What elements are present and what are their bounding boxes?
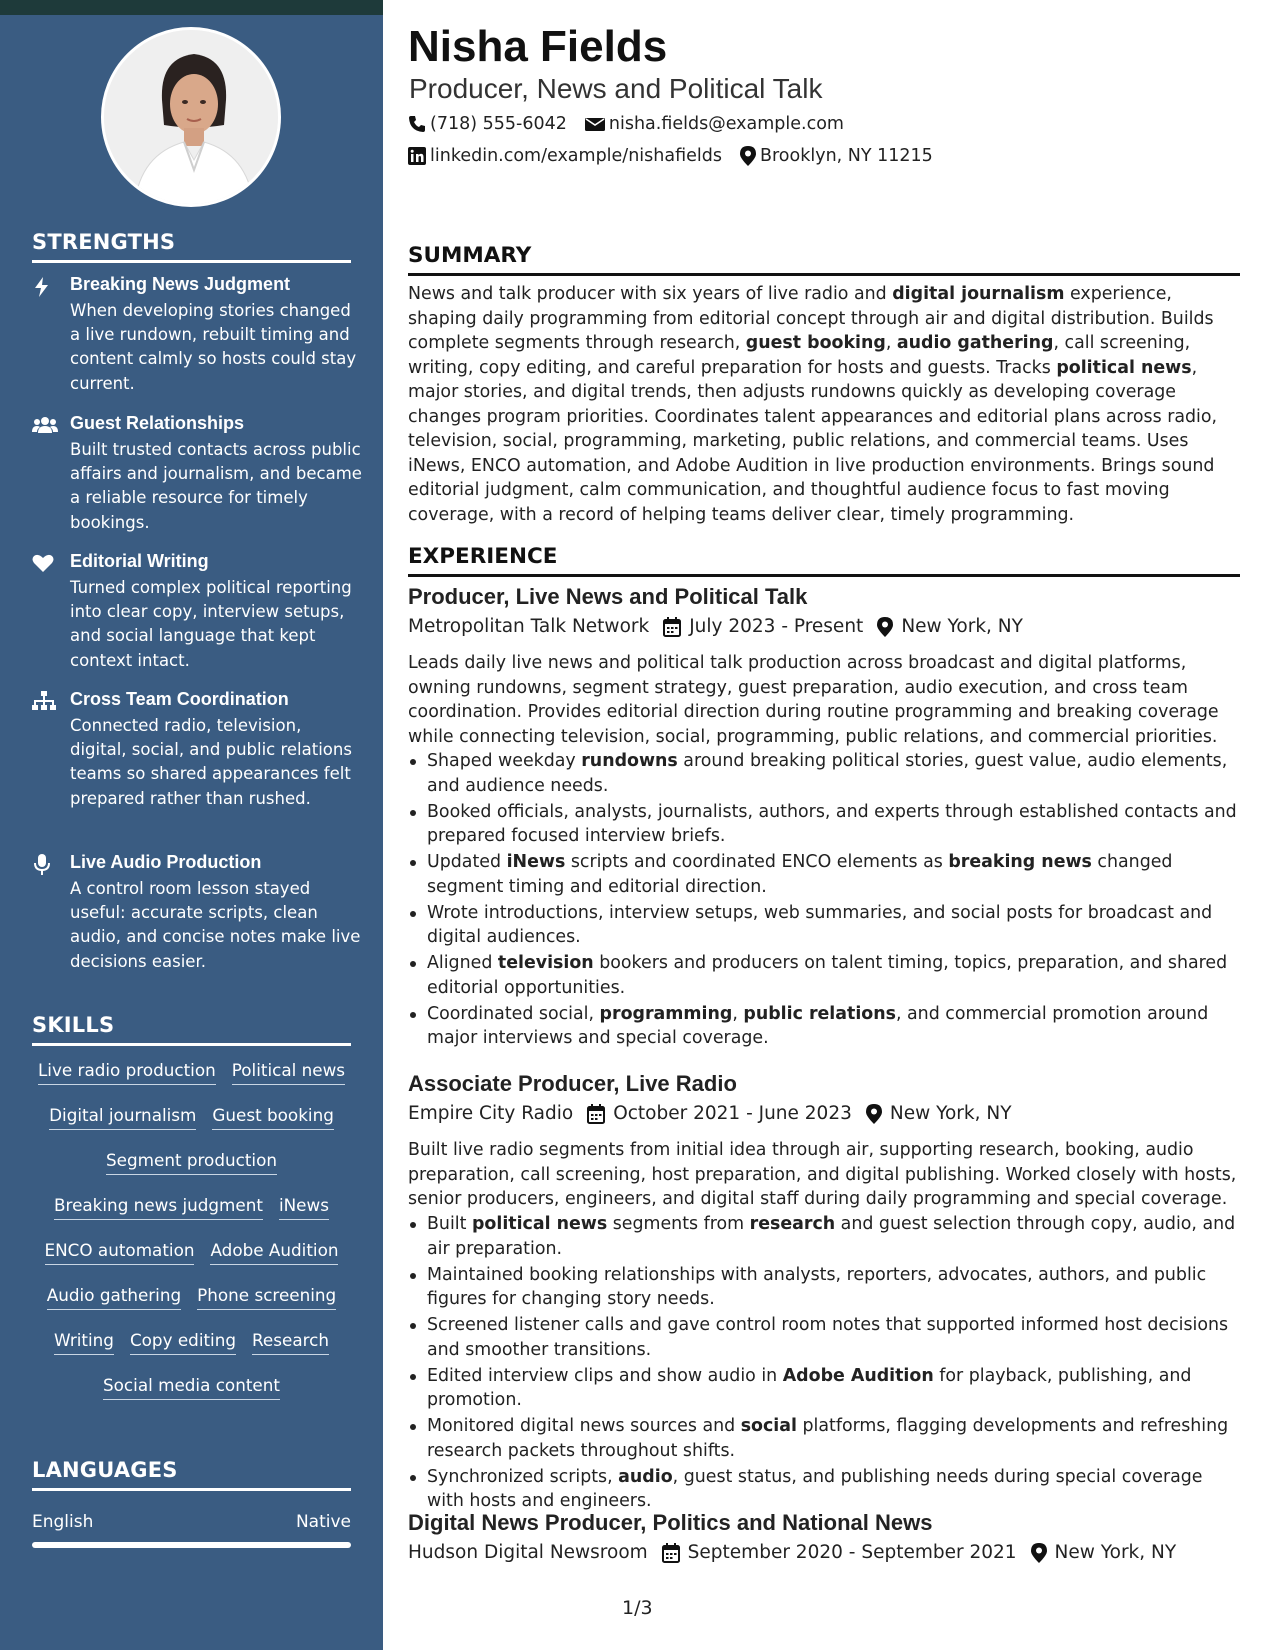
- bullet-item: Updated iNews scripts and coordinated ENCO elements as breaking news changed segment timing and editorial direction.: [408, 850, 1238, 899]
- language-level: Native: [295, 1512, 351, 1532]
- skills-heading: SKILLS: [32, 1013, 351, 1046]
- bold-keyword: audio gathering: [896, 333, 1054, 353]
- skill-tag: Phone screening: [197, 1285, 336, 1310]
- sidebar-top-bar: [0, 0, 383, 15]
- job-title: Digital News Producer, Politics and National News: [408, 1510, 933, 1535]
- strengths-heading: STRENGTHS: [32, 230, 351, 263]
- map-pin-icon: [877, 617, 893, 637]
- strength-title: Breaking News Judgment: [70, 274, 291, 294]
- linkedin-icon: [408, 147, 426, 165]
- summary-heading: SUMMARY: [408, 243, 1240, 276]
- skill-tag: Research: [252, 1330, 329, 1355]
- map-pin-icon: [1031, 1543, 1047, 1563]
- job-company: Hudson Digital Newsroom: [408, 1542, 648, 1563]
- skill-row: [28, 1240, 355, 1285]
- bullet-item: Wrote introductions, interview setups, web summaries, and social posts for broadcast and digital audiences.: [408, 901, 1238, 950]
- skill-row: [28, 1375, 355, 1420]
- contact-phone[interactable]: [408, 114, 567, 134]
- bold-keyword: audio: [618, 1466, 673, 1487]
- skill-tag: Copy editing: [130, 1330, 236, 1355]
- phone-icon: [408, 115, 426, 133]
- strength-title: Guest Relationships: [70, 413, 245, 433]
- strength-title: Cross Team Coordination: [70, 689, 289, 709]
- job-bullets: [408, 749, 1238, 1052]
- bullet-item: Monitored digital news sources and social platforms, flagging developments and refreshing research packets throughout shifts.: [408, 1414, 1238, 1463]
- skill-tag: Segment production: [106, 1150, 277, 1175]
- language-item: [32, 1512, 351, 1532]
- job-location: New York, NY: [1054, 1542, 1177, 1563]
- envelope-icon: [585, 116, 605, 132]
- sidebar: [0, 0, 383, 1650]
- job-company: Metropolitan Talk Network: [408, 616, 650, 637]
- skill-row: [28, 1060, 355, 1105]
- contact-row: [408, 146, 933, 166]
- profile-photo: [101, 27, 281, 207]
- bold-keyword: political news: [471, 1214, 608, 1234]
- skill-tag: Live radio production: [38, 1060, 216, 1085]
- strength-description: When developing stories changed a live rundown, rebuilt timing and content calmly so hosts could stay current.: [70, 301, 357, 393]
- job-title: Associate Producer, Live Radio: [408, 1071, 737, 1096]
- bold-keyword: research: [749, 1214, 836, 1234]
- skill-tag: Adobe Audition: [210, 1240, 338, 1265]
- contact-location: [740, 146, 933, 166]
- candidate-title: Producer, News and Political Talk: [409, 73, 823, 104]
- bold-keyword: programming: [599, 1003, 733, 1024]
- experience-heading: EXPERIENCE: [408, 544, 1240, 577]
- bold-keyword: social: [740, 1416, 797, 1436]
- bullet-item: Booked officials, analysts, journalists, authors, and experts through established contacts and prepared focused interview briefs.: [408, 800, 1238, 849]
- bold-keyword: political news: [1056, 357, 1192, 378]
- bullet-item: Shaped weekday rundowns around breaking political stories, guest value, audio elements, and audience needs.: [408, 749, 1238, 798]
- strength-title: Live Audio Production: [70, 852, 262, 872]
- job-meta: [408, 616, 1023, 637]
- bolt-icon: [32, 276, 56, 296]
- calendar-icon: [663, 617, 681, 637]
- sitemap-icon: [32, 691, 56, 711]
- skill-tag: Digital journalism: [49, 1105, 196, 1130]
- bold-keyword: Adobe Audition: [782, 1365, 934, 1386]
- strength-description: Built trusted contacts across public affairs and journalism, and became a reliable resource for timely bookings.: [70, 440, 362, 532]
- bold-keyword: rundowns: [581, 751, 678, 771]
- bullet-item: Edited interview clips and show audio in Adobe Audition for playback, publishing, and promotion.: [408, 1364, 1238, 1413]
- job-meta: [408, 1103, 1012, 1124]
- job-title: Producer, Live News and Political Talk: [408, 584, 808, 609]
- skill-tag: Social media content: [103, 1375, 280, 1400]
- phone-text: (718) 555-6042: [430, 114, 567, 134]
- summary-text: News and talk producer with six years of live radio and digital journalism experience, shaping daily programming from editorial concept through air and digital distribution. Builds complete segments through research, guest booking, audio gathering, call screening, writing, copy editing, and careful preparation for hosts and guests. Tracks political news, major stories, and digital trends, then adjusts rundowns quickly as developing coverage changes program priorities. Coordinates talent appearances and editorial plans across radio, television, social, programming, marketing, public relations, and commercial teams. Uses iNews, ENCO automation, and Adobe Audition in live production environments. Brings sound editorial judgment, calm communication, and thoughtful audience focus to fast moving coverage, with a record of helping teams deliver clear, timely programming.: [408, 284, 1218, 525]
- calendar-icon: [587, 1104, 605, 1124]
- skill-row: [28, 1105, 355, 1150]
- skill-row: [28, 1195, 355, 1240]
- language-proficiency-bar: [32, 1542, 351, 1548]
- job-dates: October 2021 - June 2023: [613, 1103, 852, 1124]
- email-text: nisha.fields@example.com: [608, 114, 844, 134]
- microphone-icon: [32, 854, 56, 874]
- skills-list: [28, 1060, 355, 1420]
- candidate-name: Nisha Fields: [408, 22, 668, 71]
- location-text: Brooklyn, NY 11215: [759, 146, 933, 166]
- bold-keyword: television: [497, 953, 594, 973]
- job-description: Built live radio segments from initial idea through air, supporting research, booking, audio preparation, call screening, host preparation, and digital publishing. Worked closely with hosts, senior producers, engineers, and digital staff during daily programming and special coverage.: [408, 1140, 1237, 1209]
- skill-tag: Audio gathering: [47, 1285, 181, 1310]
- heart-icon: [32, 553, 56, 573]
- contact-linkedin[interactable]: [408, 146, 722, 166]
- calendar-icon: [662, 1543, 680, 1563]
- contact-email[interactable]: [585, 114, 844, 134]
- skill-tag: Guest booking: [212, 1105, 333, 1130]
- map-pin-icon: [866, 1104, 882, 1124]
- job-location: New York, NY: [889, 1103, 1012, 1124]
- skill-tag: Political news: [232, 1060, 345, 1085]
- skill-tag: iNews: [279, 1195, 329, 1220]
- users-icon: [32, 415, 56, 435]
- job-bullets: [408, 1212, 1238, 1515]
- bold-keyword: breaking news: [948, 852, 1092, 872]
- bullet-item: Built political news segments from research and guest selection through copy, audio, and air preparation.: [408, 1212, 1238, 1261]
- bullet-item: Coordinated social, programming, public relations, and commercial promotion around major interviews and special coverage.: [408, 1002, 1238, 1051]
- job-dates: July 2023 - Present: [689, 616, 864, 637]
- bold-keyword: iNews: [506, 852, 566, 872]
- bold-keyword: digital journalism: [892, 284, 1065, 304]
- strength-description: Connected radio, television, digital, social, and public relations teams so shared appearances felt prepared rather than rushed.: [70, 716, 352, 808]
- bullet-item: Synchronized scripts, audio, guest status, and publishing needs during special coverage with hosts and engineers.: [408, 1465, 1238, 1514]
- skill-tag: ENCO automation: [45, 1240, 195, 1265]
- job-location: New York, NY: [901, 616, 1023, 637]
- strength-description: A control room lesson stayed useful: accurate scripts, clean audio, and concise notes make live decisions easier.: [70, 879, 361, 971]
- languages-heading: LANGUAGES: [32, 1458, 351, 1491]
- language-name: English: [32, 1512, 94, 1532]
- page-number: 1/3: [622, 1597, 653, 1619]
- strength-description: Turned complex political reporting into clear copy, interview setups, and social language that kept context intact.: [70, 578, 352, 670]
- job-dates: September 2020 - September 2021: [687, 1542, 1017, 1563]
- skill-row: [28, 1330, 355, 1375]
- skill-row: [28, 1285, 355, 1330]
- strength-title: Editorial Writing: [70, 551, 209, 571]
- bullet-item: Maintained booking relationships with analysts, reporters, advocates, authors, and public figures for changing story needs.: [408, 1263, 1238, 1312]
- skill-row: [28, 1150, 355, 1195]
- bold-keyword: public relations: [743, 1003, 896, 1024]
- skill-tag: Breaking news judgment: [54, 1195, 263, 1220]
- linkedin-text: linkedin.com/example/nishafields: [430, 146, 722, 166]
- bullet-item: Screened listener calls and gave control room notes that supported informed host decisions and smoother transitions.: [408, 1313, 1238, 1362]
- job-company: Empire City Radio: [408, 1103, 574, 1124]
- job-meta: [408, 1542, 1176, 1563]
- bullet-item: Aligned television bookers and producers on talent timing, topics, preparation, and shared editorial opportunities.: [408, 951, 1238, 1000]
- skill-tag: Writing: [54, 1330, 114, 1355]
- map-pin-icon: [740, 146, 756, 166]
- contact-row: [408, 114, 844, 134]
- job-description: Leads daily live news and political talk production across broadcast and digital platforms, owning rundowns, segment strategy, guest preparation, audio execution, and cross team coordination. Provides editorial direction during routine programming and breaking coverage while connecting television, social, programming, public relations, and commercial priorities.: [408, 653, 1219, 747]
- bold-keyword: guest booking: [745, 333, 886, 353]
